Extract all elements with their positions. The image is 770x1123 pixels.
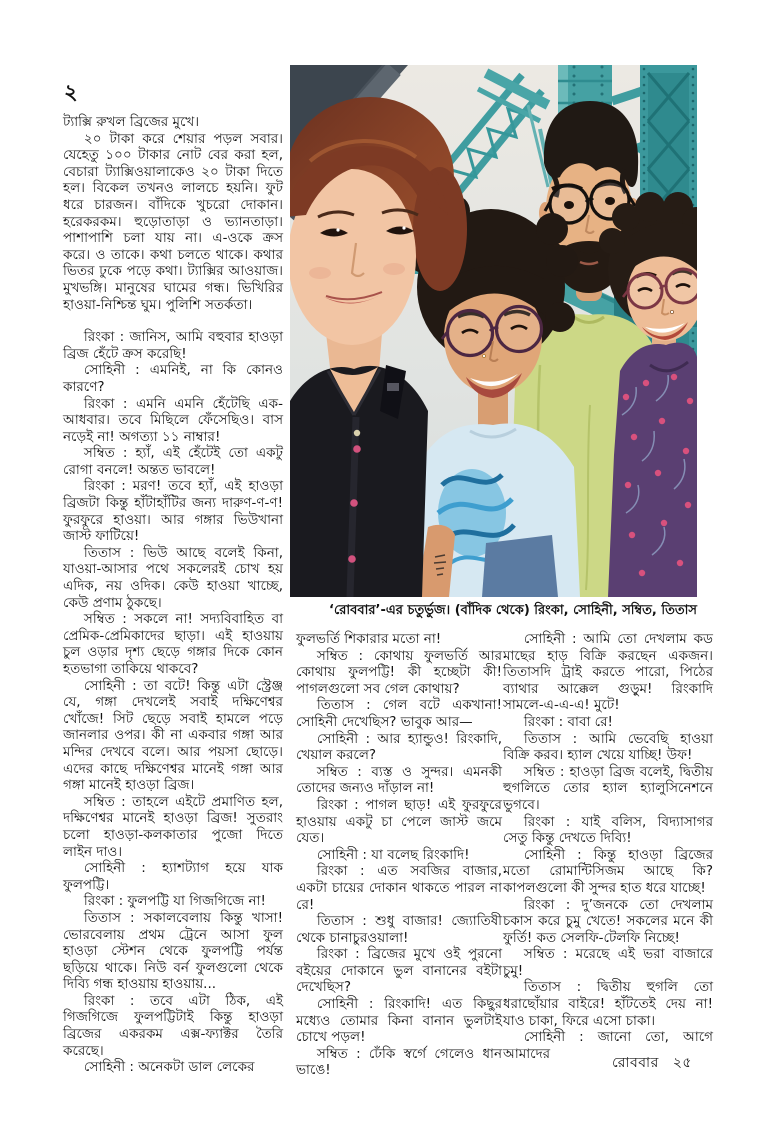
paragraph: সোহিনী : তা বটে! কিন্তু এটা স্ট্রেঞ্জ যে, গঙ্গা দেখলেই সবাই দক্ষিণেশ্বর খোঁজে! সিট ছেড়ে সবাই হামলে পড়ে জানলার ওপর। কী না একবার গঙ্গা আর মন্দির দেখবে বলে। আর পয়সা ছোড়ে। এদের কাছে দক্ষিণেশ্বর মানেই গঙ্গা আর গঙ্গা মানেই হাওড়া ব্রিজ।: [63, 677, 283, 794]
shirt-button: [354, 430, 360, 436]
paragraph: সম্বিত : ব্যস্ত ও সুন্দর। এমনকী তোদের জন্যও দাঁড়াল না!: [296, 763, 502, 797]
paragraph: রিংকা : পাগল ছাড়! এই ফুরফুরে হাওয়ায় একটু চা পেলে জাস্ট জমে যেত।: [296, 796, 502, 847]
paragraph: রিংকা : বাবা রে!: [523, 713, 613, 730]
paragraph: সোহিনী : রিংকাদি! এত কিছুর মধ্যেও তোমার কিনা বানান ভুলটাই চোখে পড়ল!: [296, 996, 502, 1046]
paragraph: [63, 313, 283, 329]
paragraph: রিংকা : এত সবজির বাজার, একটা চায়ের দোকান থাকতে পারল না রে!: [296, 863, 502, 913]
paragraph: সম্বিত : ঢেঁকি স্বর্গে গেলেও ধান ভাঙে!: [296, 1045, 502, 1079]
paragraph: সোহিনী : হ্যাশট্যাগ হয়ে যাক ফুলপট্টি।: [63, 860, 283, 893]
footer-page-number: ২৫: [672, 1055, 692, 1071]
paragraph: রিংকা : তবে এটা ঠিক, এই গিজগিজে ফুলপট্টিটাই কিন্তু হাওড়া ব্রিজের একরকম এক্স-ফ্যাক্টর তৈরি করেছে।: [63, 992, 283, 1059]
selfie-photo-illustration: [290, 65, 697, 597]
selfie-photo: [290, 65, 697, 597]
paragraph: সম্বিত : কোথায় ফুলভর্তি আর কোথায় ফুলপট্টি! কী হচ্ছেটা কী! পাগলগুলো সব গেল কোথায়?: [296, 647, 502, 697]
photo-caption: ‘রোববার’-এর চতুর্ভুজ। (বাঁদিক থেকে) রিংকা, সোহিনী, সম্বিত, তিতাস: [329, 603, 697, 618]
page-footer: [612, 1051, 692, 1075]
paragraph: সোহিনী : অনেকটা ডাল লেকের: [83, 1059, 255, 1076]
paragraph: সোহিনী : আমি তো দেখলাম কড মাছের হাড় বিক্রি করছেন একজন। তিতাসদি ট্রাই করতে পারো, পিঠের ব্যাথার আক্কেল গুড়ুম! রিংকাদি সামলে-এ-এ-এ! মুটে!: [503, 631, 713, 714]
text-column-right: [503, 631, 713, 1062]
paragraph: সম্বিত : তাহলে এইটে প্রমাণিত হল, দক্ষিণেশ্বর মানেই হাওড়া ব্রিজ! সুতরাং চলো হাওড়া-কলকাতার পুজো দিতে লাইন দাও।: [63, 793, 283, 860]
paragraph: ফুলভর্তি শিকারার মতো না!: [296, 631, 442, 647]
paragraph: সোহিনী : কিন্তু হাওড়া ব্রিজের মতো রোমান্টিসিজম আছে কি? কাপলগুলো কী সুন্দর হাত ধরে যাচ্ছে!: [503, 846, 713, 896]
shirt-button: [350, 499, 358, 507]
paragraph: রিংকা : দু’জনকে তো দেখলাম চকাস করে চুমু খেতে! সকলের মনে কী ফুর্তি! কত সেলফি-টেলফি নিচ্ছে!: [503, 896, 713, 946]
paragraph: তিতাস : শুধু বাজার! জ্যোতিষী থেকে চানাচুরওয়ালা!: [296, 913, 502, 946]
paragraph: সম্বিত : মরেছে এই ভরা বাজারে চুমু!: [503, 946, 713, 979]
paragraph: তিতাস : দ্বিতীয় হুগলি তো ধরাছোঁয়ার বাইরে! হাঁটতেই দেয় না! যাও চাকা, ফিরে এসো চাকা।: [503, 979, 713, 1029]
paragraph: সোহিনী : যা বলেছ রিংকাদি!: [316, 846, 470, 863]
paragraph: ২০ টাকা করে শেয়ার পড়ল সবার। যেহেতু ১০০ টাকার নোট বের করা হল, বেচারা ট্যাক্সিওয়ালাকেও ২০ টাকা দিতে হল। বিকেল তখনও লালচে হয়নি। ফুট ধরে চারজন। বাঁদিকে খুচরো দোকান। হরেকরকম। হুড়োতাড়া ও ভ্যানতাড়া। পাশাপাশি চলা যায় না। এ-ওকে ক্রস করে। ও তাকে। কথা চলতে থাকে। কথার ভিতর ঢুকে পড়ে কথা। ট্যাক্সির আওয়াজ। মুখভঙ্গি। মানুষের ঘামের গন্ধ। ভিখিরির হাওয়া-নিশ্চিন্ত ঘুম। পুলিশি সতর্কতা।: [63, 130, 283, 313]
paragraph: সম্বিত : হ্যাঁ, এই হেঁটেই তো একটু রোগা বনলে! অন্তত ভাবলে!: [63, 445, 283, 478]
paragraph: রিংকা : এমনি এমনি হেঁটেছি এক-আধবার। তবে মিছিলে ফেঁসেছিও। বাস নড়েই না! অগত্যা ১১ নাম্বার!: [63, 395, 283, 445]
paragraph: রিংকা : মরণ! তবে হ্যাঁ, এই হাওড়া ব্রিজটা কিন্তু হাঁটাহাঁটির জন্য দারুণ-ণ-ণ! ফুরফুরে হাওয়া। আর গঙ্গার ভিউখানা জাস্ট ফাটিয়ে!: [63, 478, 283, 545]
paragraph: রিংকা : জানিস, আমি বহুবার হাওড়া ব্রিজ হেঁটে ক্রস করেছি!: [63, 329, 283, 362]
shirt-button: [353, 445, 361, 453]
paragraph: রিংকা : যাই বলিস, বিদ্যাসাগর সেতু কিন্তু দেখতে দিব্যি!: [503, 813, 713, 847]
footer-magazine-name: রোববার: [612, 1055, 659, 1071]
paragraph: তিতাস : আমি ভেবেছি হাওয়া বিক্রি করব। হ্যাল খেয়ে যাচ্ছি! উফ!: [503, 730, 713, 764]
paragraph: সম্বিত : হাওড়া ব্রিজ বলেই, দ্বিতীয় হুগলিতে তোর হ্যাল হ্যালুসিনেশনে ভুগবে।: [503, 763, 713, 813]
paragraph: রিংকা : ব্রিজের মুখে ওই পুরনো বইয়ের দোকানে ভুল বানানের বইটা দেখেছিস?: [296, 946, 502, 996]
paragraph: তিতাস : সকালবেলায় কিন্তু খাসা! ভোরবেলায় প্রথম ট্রেনে আসা ফুল হাওড়া স্টেশন থেকে ফুলপট্টি পর্যন্ত ছড়িয়ে থাকে। নিউ বর্ন ফুলগুলো থেকে দিব্যি গন্ধ হাওয়ায় হাওয়ায়...: [63, 909, 283, 993]
paragraph: তিতাস : গেল বটে একখানা! সোহিনী দেখেছিস? ভাবুক আর—: [296, 697, 502, 730]
text-column-middle: [296, 631, 502, 1079]
jeans: [482, 535, 558, 597]
paragraph: সোহিনী : এমনিই, না কি কোনও কারণে?: [63, 362, 283, 395]
paragraph: ট্যাক্সি রুখল ব্রিজের মুখে।: [63, 114, 200, 130]
paragraph: সম্বিত : সকলে না! সদ্যবিবাহিত বা প্রেমিক-প্রেমিকাদের ছাড়া। এই হাওয়ায় চুল ওড়ার দৃশ্য ছেড়ে গঙ্গার দিকে কোন হতভাগা তাকিয়ে থাকবে?: [63, 611, 283, 677]
paragraph: রিংকা : ফুলপট্টি যা গিজগিজে না!: [83, 893, 266, 910]
section-number: ২: [64, 80, 78, 104]
paragraph: সোহিনী : আর হ্যান্ডুও! রিংকাদি, খেয়াল করলে?: [296, 730, 502, 764]
paragraph: তিতাস : ভিউ আছে বলেই কিনা, যাওয়া-আসার পথে সকলেরই চোখ হয় এদিক, নয় ওদিক। কেউ হাওয়া খাচ্ছে, কেউ প্রণাম ঠুকছে।: [63, 544, 283, 611]
shirt-button: [348, 555, 356, 563]
text-column-left: [63, 114, 283, 1076]
paragraph: সোহিনী : জানো তো, আগে আমাদের: [503, 1029, 713, 1062]
